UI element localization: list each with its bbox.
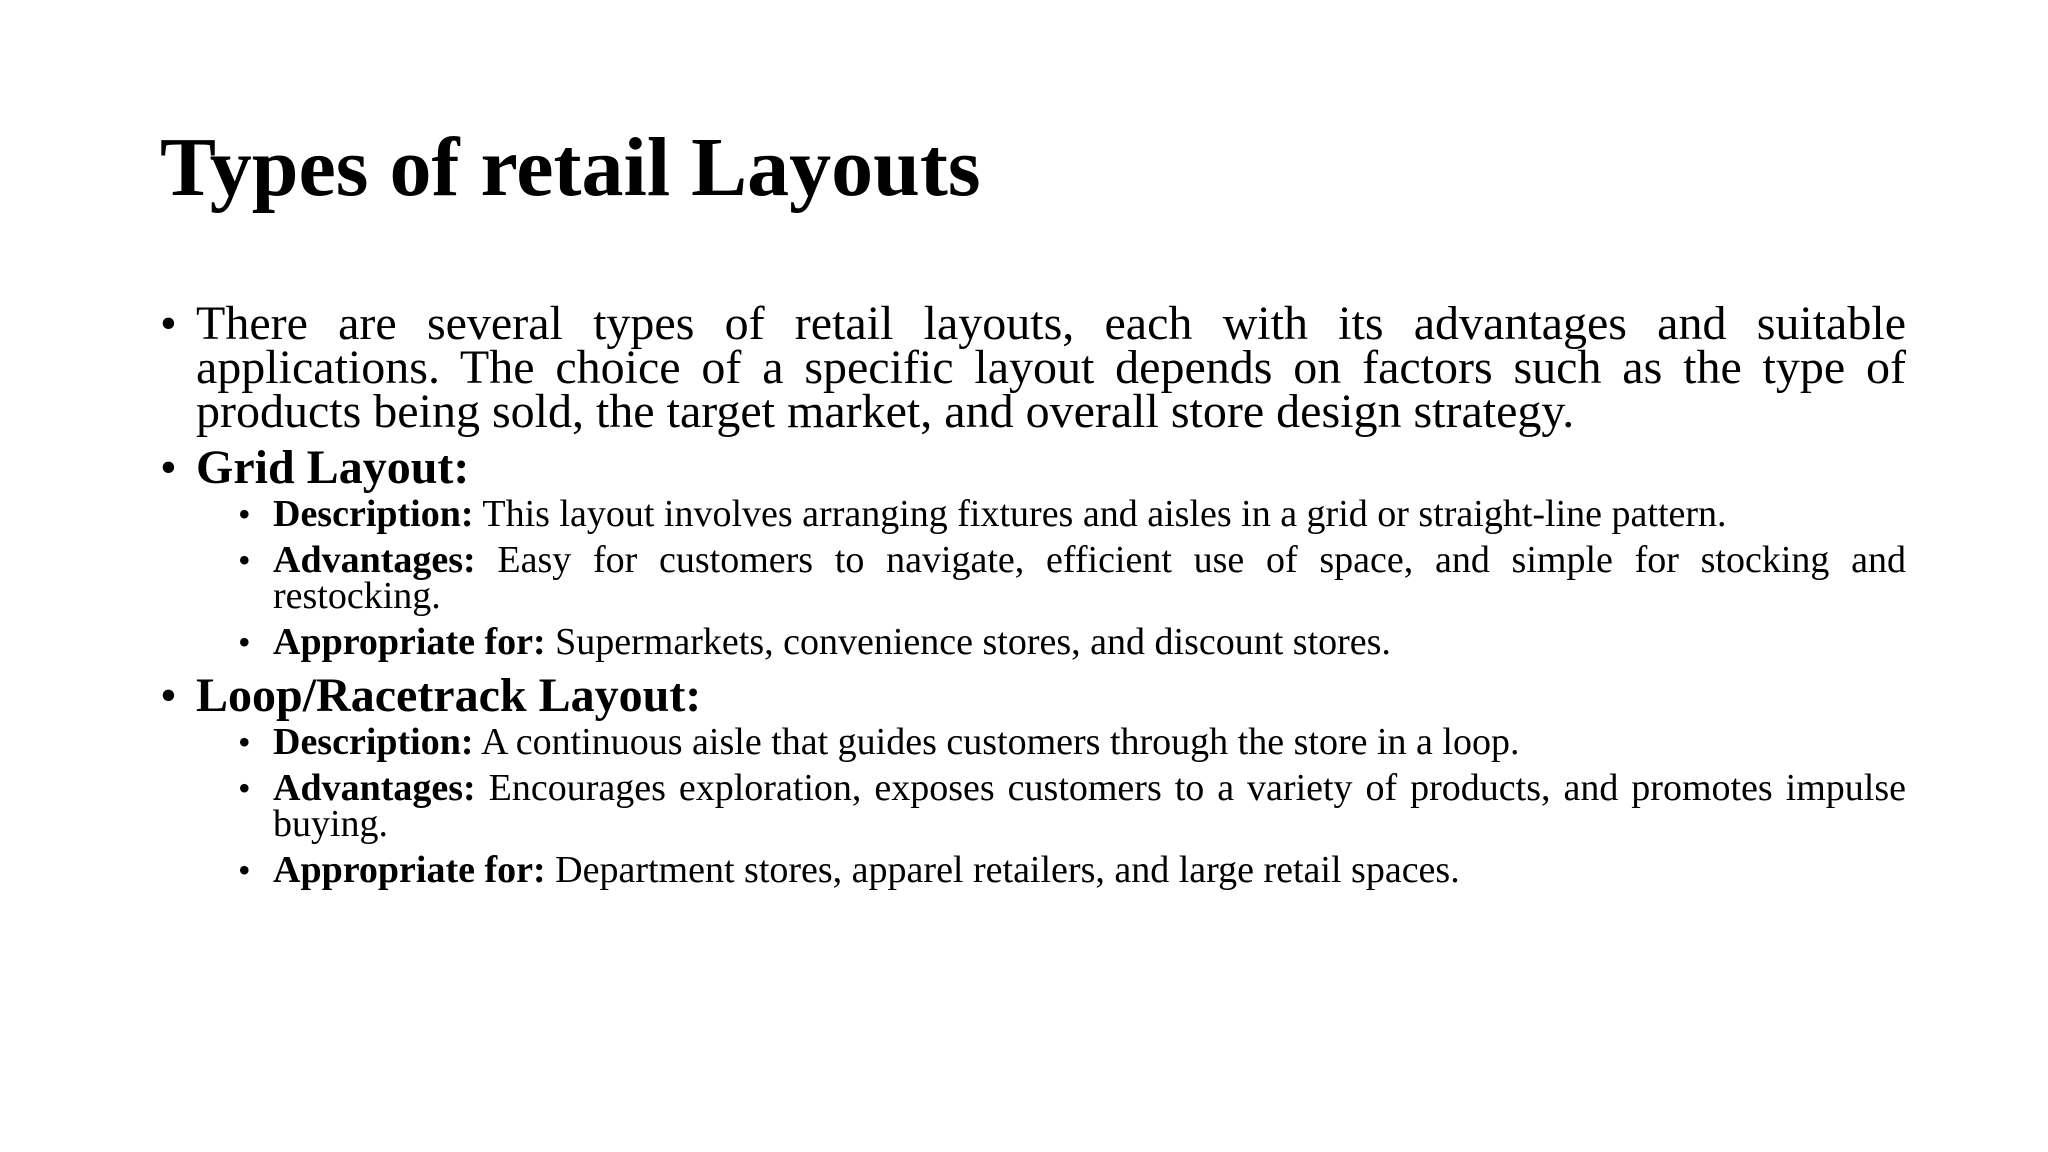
term-text: Encourages exploration, exposes customers to a variety of products, and promotes impulse buying. — [273, 767, 1907, 845]
term-text: This layout involves arranging fixtures and aisles in a grid or straight-line pattern. — [482, 493, 1727, 535]
term-text: A continuous aisle that guides customers through the store in a loop. — [480, 721, 1520, 763]
term-label: Advantages: — [273, 539, 476, 581]
grid-layout-details — [160, 493, 1906, 663]
sub-bullet-advantages — [238, 767, 1907, 845]
term-label: Description: — [273, 493, 474, 535]
sub-bullet-description — [238, 721, 1906, 763]
slide-content — [160, 297, 1907, 891]
term-label: Appropriate for: — [273, 621, 546, 663]
bullet-dot-icon: • — [238, 722, 251, 762]
section-heading-loop: Loop/Racetrack Layout: — [196, 669, 702, 722]
bullet-grid-layout — [160, 441, 1906, 494]
bullet-dot-icon: • — [238, 622, 251, 662]
sub-bullet-description — [238, 493, 1906, 535]
slide-title: Types of retail Layouts — [160, 121, 981, 214]
sub-bullet-appropriate-for — [238, 849, 1906, 891]
bullet-dot-icon: • — [238, 768, 251, 808]
sub-bullet-advantages — [238, 539, 1906, 617]
bullet-loop-layout — [160, 669, 1906, 722]
sub-bullet-appropriate-for — [238, 621, 1906, 663]
bullet-intro — [160, 297, 1906, 438]
bullet-dot-icon: • — [238, 540, 251, 580]
section-heading-grid: Grid Layout: — [196, 441, 470, 494]
bullet-dot-icon: • — [160, 441, 177, 494]
bullet-dot-icon: • — [238, 494, 251, 534]
term-text: Department stores, apparel retailers, and large retail spaces. — [555, 849, 1460, 891]
bullet-dot-icon: • — [160, 669, 177, 722]
intro-text: There are several types of retail layouts, each with its advantages and suitable applications. The choice of a specific layout depends on factors such as the type of products being sold, the target market, and overall store design strategy. — [196, 297, 1906, 438]
bullet-dot-icon: • — [160, 297, 177, 350]
term-text: Supermarkets, convenience stores, and discount stores. — [555, 621, 1391, 663]
bullet-dot-icon: • — [238, 850, 251, 890]
loop-layout-details — [160, 721, 1907, 891]
term-label: Advantages: — [273, 767, 476, 809]
term-label: Appropriate for: — [273, 849, 546, 891]
term-label: Description: — [273, 721, 474, 763]
term-text: Easy for customers to navigate, efficient use of space, and simple for stocking and restocking. — [273, 539, 1906, 617]
